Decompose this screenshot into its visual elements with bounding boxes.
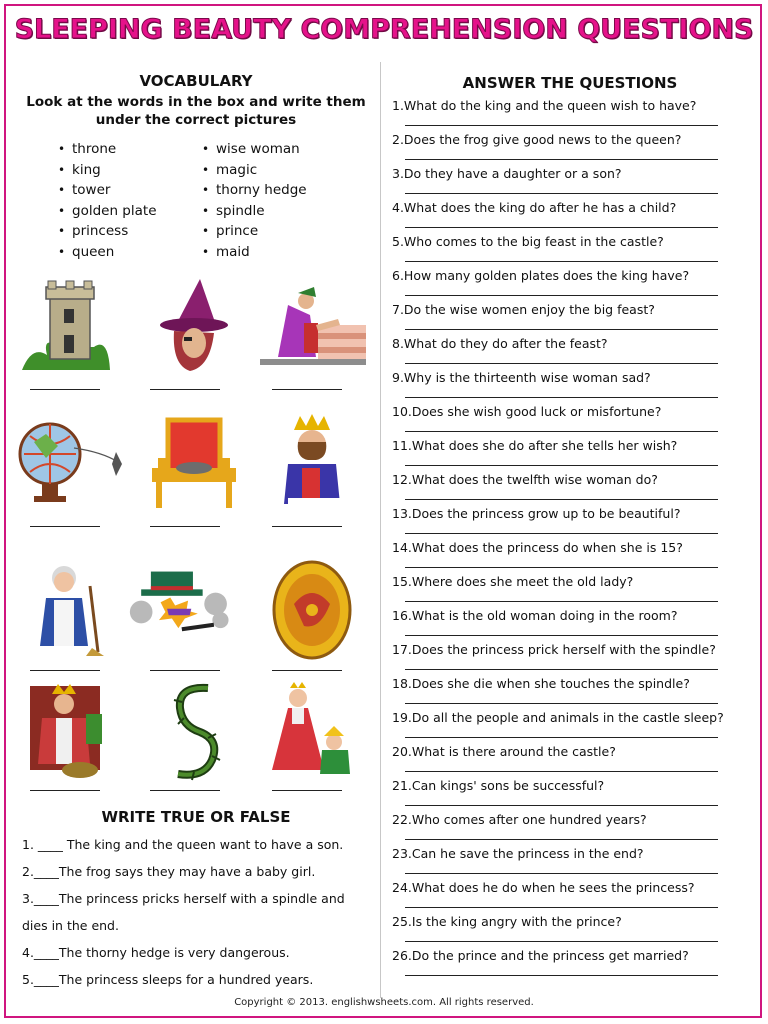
instruction-line: under the correct pictures (95, 112, 297, 128)
vocabulary-instruction (20, 93, 372, 129)
answer-line[interactable] (405, 159, 718, 160)
question-item: 15.Where does she meet the old lady? (392, 574, 634, 589)
word-item: • spindle (202, 201, 307, 222)
answer-line[interactable] (405, 601, 718, 602)
answer-line[interactable] (405, 567, 718, 568)
answer-line[interactable] (405, 975, 718, 976)
word-item: • throne (58, 139, 157, 160)
answer-line[interactable] (405, 499, 718, 500)
answer-blank[interactable] (272, 389, 342, 390)
king-picture (258, 412, 368, 524)
true-false-heading: WRITE TRUE OR FALSE (101, 808, 291, 826)
question-item: 17.Does the princess prick herself with the spindle? (392, 642, 716, 657)
maid-picture (12, 556, 122, 668)
answer-line[interactable] (405, 771, 718, 772)
globe-spindle-picture (12, 412, 122, 524)
question-item: 8.What do they do after the feast? (392, 336, 608, 351)
answer-blank[interactable] (150, 526, 220, 527)
question-item: 6.How many golden plates does the king have? (392, 268, 690, 283)
question-item: 5.Who comes to the big feast in the castle? (392, 234, 664, 249)
question-item: 3.Do they have a daughter or a son? (392, 166, 622, 181)
questions-heading: ANSWER THE QUESTIONS (462, 74, 678, 92)
question-item: 18.Does she die when she touches the spindle? (392, 676, 690, 691)
word-item: • thorny hedge (202, 180, 307, 201)
answer-line[interactable] (405, 635, 718, 636)
answer-line[interactable] (405, 329, 718, 330)
answer-line[interactable] (405, 431, 718, 432)
answer-line[interactable] (405, 465, 718, 466)
answer-blank[interactable] (30, 389, 100, 390)
question-item: 19.Do all the people and animals in the castle sleep? (392, 710, 724, 725)
question-item: 25.Is the king angry with the prince? (392, 914, 622, 929)
question-item: 12.What does the twelfth wise woman do? (392, 472, 658, 487)
true-false-item: 3.____The princess pricks herself with a spindle and (22, 891, 345, 906)
throne-picture (138, 412, 248, 524)
page-title: SLEEPING BEAUTY COMPREHENSION QUESTIONS (14, 14, 754, 45)
question-item: 2.Does the frog give good news to the queen? (392, 132, 682, 147)
word-item: • prince (202, 221, 307, 242)
true-false-item-continuation: dies in the end. (22, 918, 119, 933)
answer-blank[interactable] (30, 790, 100, 791)
golden-plate-picture (258, 556, 368, 668)
true-false-item: 5.____The princess sleeps for a hundred years. (22, 972, 314, 987)
question-item: 21.Can kings' sons be successful? (392, 778, 605, 793)
princess-picture (258, 678, 368, 790)
answer-blank[interactable] (30, 526, 100, 527)
answer-blank[interactable] (272, 790, 342, 791)
question-item: 16.What is the old woman doing in the room? (392, 608, 678, 623)
prince-picture (258, 275, 368, 387)
word-item: • magic (202, 160, 307, 181)
instruction-line: Look at the words in the box and write them (26, 94, 366, 110)
word-item: • maid (202, 242, 307, 263)
word-item: • wise woman (202, 139, 307, 160)
question-item: 11.What does she do after she tells her wish? (392, 438, 678, 453)
thorny-hedge-picture (138, 678, 248, 790)
magic-picture (125, 556, 235, 668)
word-item: • golden plate (58, 201, 157, 222)
answer-blank[interactable] (272, 670, 342, 671)
answer-line[interactable] (405, 805, 718, 806)
answer-line[interactable] (405, 737, 718, 738)
true-false-item: 4.____The thorny hedge is very dangerous. (22, 945, 290, 960)
answer-line[interactable] (405, 839, 718, 840)
question-item: 4.What does the king do after he has a child? (392, 200, 677, 215)
answer-line[interactable] (405, 363, 718, 364)
wise-woman-picture (138, 275, 248, 387)
answer-line[interactable] (405, 669, 718, 670)
king-on-throne-picture (12, 678, 122, 790)
word-item: • queen (58, 242, 157, 263)
answer-line[interactable] (405, 193, 718, 194)
word-item: • tower (58, 180, 157, 201)
answer-line[interactable] (405, 941, 718, 942)
answer-blank[interactable] (150, 790, 220, 791)
question-item: 20.What is there around the castle? (392, 744, 616, 759)
question-item: 10.Does she wish good luck or misfortune? (392, 404, 662, 419)
question-item: 24.What does he do when he sees the princess? (392, 880, 695, 895)
answer-line[interactable] (405, 397, 718, 398)
answer-line[interactable] (405, 873, 718, 874)
answer-blank[interactable] (150, 389, 220, 390)
true-false-item: 2.____The frog says they may have a baby girl. (22, 864, 316, 879)
answer-line[interactable] (405, 533, 718, 534)
question-item: 9.Why is the thirteenth wise woman sad? (392, 370, 651, 385)
question-item: 26.Do the prince and the princess get married? (392, 948, 689, 963)
word-list-column-1 (58, 139, 157, 263)
answer-line[interactable] (405, 261, 718, 262)
word-list-column-2 (202, 139, 307, 263)
answer-blank[interactable] (150, 670, 220, 671)
question-item: 22.Who comes after one hundred years? (392, 812, 647, 827)
answer-line[interactable] (405, 125, 718, 126)
column-divider (380, 62, 381, 998)
answer-line[interactable] (405, 227, 718, 228)
vocabulary-heading: VOCABULARY (139, 72, 253, 90)
question-item: 14.What does the princess do when she is 15? (392, 540, 683, 555)
question-item: 1.What do the king and the queen wish to have? (392, 98, 697, 113)
answer-line[interactable] (405, 703, 718, 704)
answer-blank[interactable] (272, 526, 342, 527)
question-item: 13.Does the princess grow up to be beautiful? (392, 506, 681, 521)
question-item: 7.Do the wise women enjoy the big feast? (392, 302, 655, 317)
copyright-text: Copyright © 2013. englishwsheets.com. All rights reserved. (234, 997, 534, 1008)
true-false-item: 1. ____ The king and the queen want to have a son. (22, 837, 344, 852)
answer-blank[interactable] (30, 670, 100, 671)
word-item: • princess (58, 221, 157, 242)
answer-line[interactable] (405, 295, 718, 296)
question-item: 23.Can he save the princess in the end? (392, 846, 644, 861)
word-item: • king (58, 160, 157, 181)
tower-picture (12, 275, 122, 387)
answer-line[interactable] (405, 907, 718, 908)
